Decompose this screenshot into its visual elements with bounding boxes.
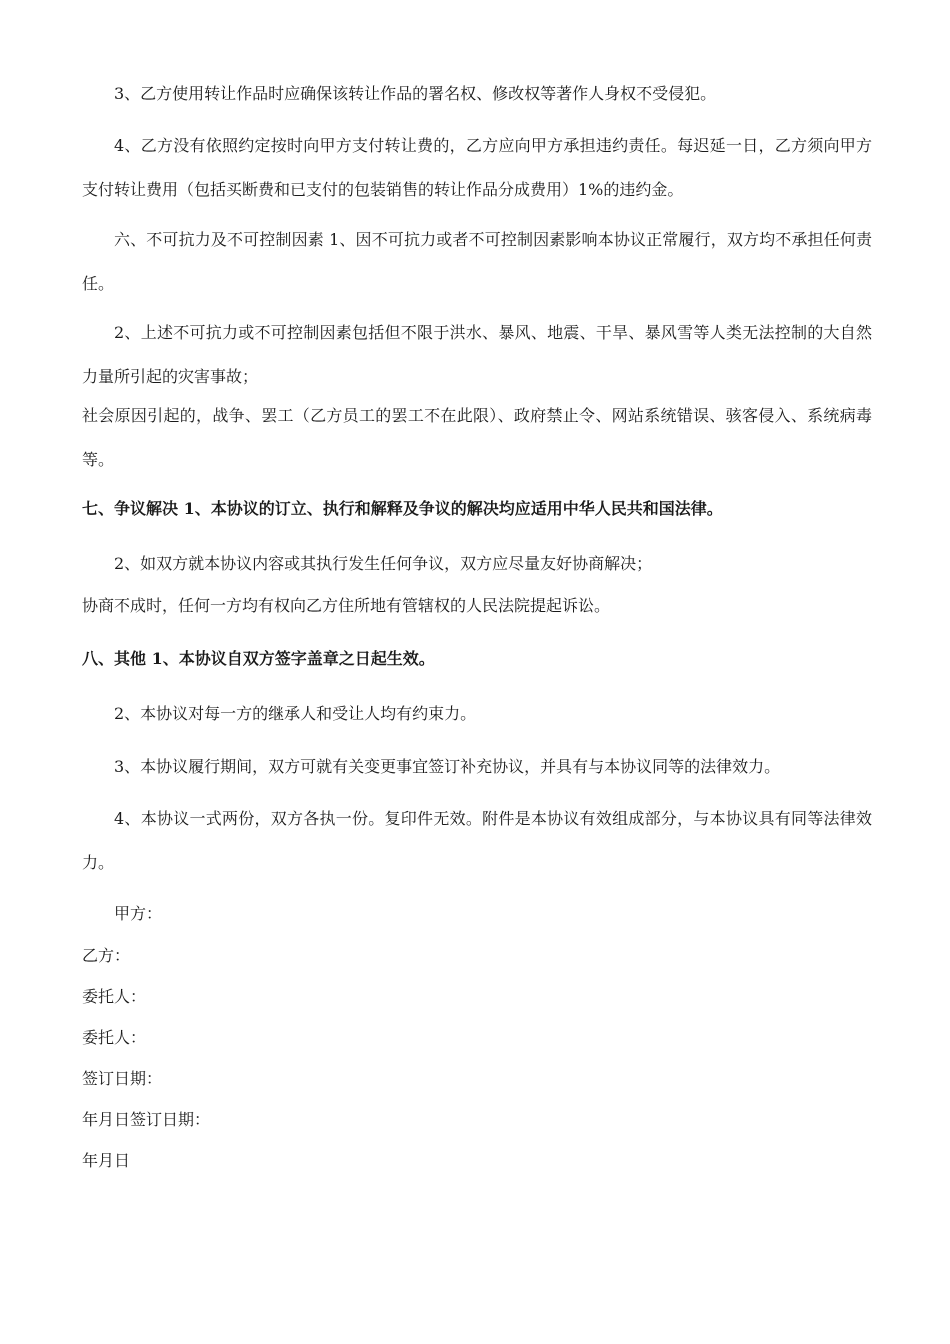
clause-7-2-continued: 协商不成时，任何一方均有权向乙方住所地有管辖权的人民法院提起诉讼。 <box>82 596 611 615</box>
clause-6-2-continued: 社会原因引起的，战争、罢工（乙方员工的罢工不在此限）、政府禁止令、网站系统错误、骇客侵入、系统病毒等。 <box>82 406 872 469</box>
sign-date-label-2: 年月日签订日期： <box>82 1110 211 1129</box>
section-7-dispute: 七、争议解决 1、本协议的订立、执行和解释及争议的解决均应适用中华人民共和国法律。 <box>82 499 723 518</box>
section-6-force-majeure: 六、不可抗力及不可控制因素 1、因不可抗力或者不可控制因素影响本协议正常履行，双方均不承担任何责任。 <box>82 230 872 293</box>
clause-5-3: 3、乙方使用转让作品时应确保该转让作品的署名权、修改权等著作人身权不受侵犯。 <box>114 84 717 103</box>
clause-5-4: 4、乙方没有依照约定按时向甲方支付转让费的，乙方应向甲方承担违约责任。每迟延一日，乙方须向甲方支付转让费用（包括买断费和已支付的包装销售的转让作品分成费用）1%的违约金。 <box>82 136 872 199</box>
agent-label-2: 委托人： <box>82 1028 147 1047</box>
sign-date-label-1: 签订日期： <box>82 1069 163 1088</box>
clause-8-2: 2、本协议对每一方的继承人和受让人均有约束力。 <box>114 704 477 723</box>
clause-6-2: 2、上述不可抗力或不可控制因素包括但不限于洪水、暴风、地震、干旱、暴风雪等人类无法控制的大自然力量所引起的灾害事故； <box>82 323 872 386</box>
party-a-label: 甲方： <box>114 904 163 923</box>
section-8-other: 八、其他 1、本协议自双方签字盖章之日起生效。 <box>82 649 435 668</box>
agent-label-1: 委托人： <box>82 987 147 1006</box>
clause-7-2: 2、如双方就本协议内容或其执行发生任何争议，双方应尽量友好协商解决； <box>114 554 653 573</box>
date-ymd-label: 年月日 <box>82 1151 131 1170</box>
clause-8-4: 4、本协议一式两份，双方各执一份。复印件无效。附件是本协议有效组成部分，与本协议具有同等法律效力。 <box>82 809 872 872</box>
clause-8-3: 3、本协议履行期间，双方可就有关变更事宜签订补充协议，并具有与本协议同等的法律效力。 <box>114 757 781 776</box>
party-b-label: 乙方： <box>82 946 131 965</box>
